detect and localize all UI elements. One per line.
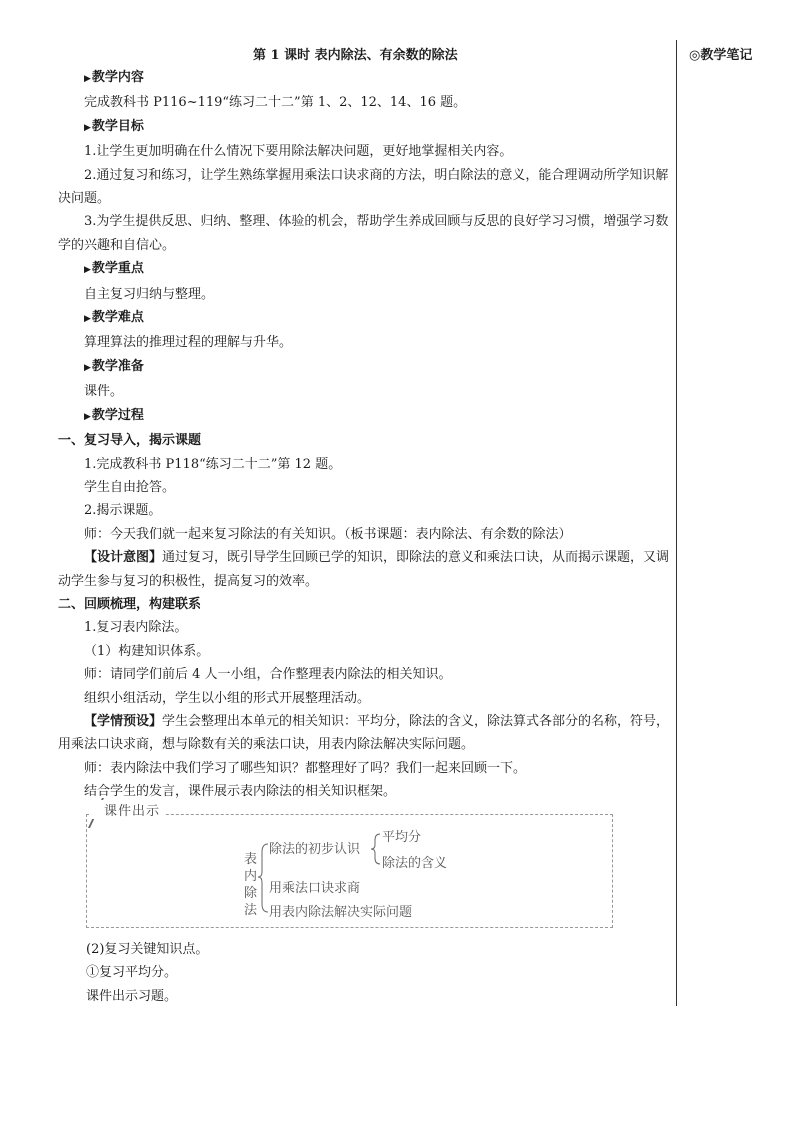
section-heading xyxy=(58,306,670,331)
paragraph: 师：表内除法中我们学习了哪些知识？都整理好了吗？我们一起来回顾一下。 xyxy=(84,760,527,776)
section-heading xyxy=(58,66,670,91)
triangle-bullet-icon: ▶ xyxy=(84,74,91,84)
tree-root-char: 表 xyxy=(244,852,258,867)
tree-branch-1: 除法的初步认识 xyxy=(269,842,361,857)
triangle-bullet-icon: ▶ xyxy=(84,122,91,133)
paragraph: 算理算法的推理过程的理解与升华。 xyxy=(84,335,293,351)
tree-branch-2: 用乘法口诀求商 xyxy=(269,881,361,896)
paragraph: 2.通过复习和练习，让学生熟练掌握用乘法口诀求商的方法，明白除法的意义，能合理调动所学知识解决问题。 xyxy=(58,167,669,207)
triangle-bullet-icon: ▶ xyxy=(84,362,91,373)
part-heading: 一、复习导入，揭示课题 xyxy=(58,433,202,449)
courseware-box xyxy=(86,814,613,928)
lesson-content xyxy=(58,66,670,804)
paragraph: 结合学生的发言，课件展示表内除法的相关知识框架。 xyxy=(84,784,397,800)
paragraph: ①复习平均分。 xyxy=(86,965,178,981)
notes-divider xyxy=(676,40,677,1006)
paragraph: 2.揭示课题。 xyxy=(84,503,162,519)
tree-leaf-1b: 除法的含义 xyxy=(382,856,448,871)
page-title: 第 1 课时 表内除法、有余数的除法 xyxy=(253,48,458,63)
section-heading xyxy=(58,355,670,380)
heading-text: 教学准备 xyxy=(91,358,144,374)
paragraph: 完成教科书 P116~119“练习二十二”第 1、2、12、14、16 题。 xyxy=(84,95,467,111)
paragraph: (2)复习关键知识点。 xyxy=(86,942,209,957)
paragraph: 组织小组活动，学生以小组的形式开展整理活动。 xyxy=(84,690,371,706)
tree-leaf-1a: 平均分 xyxy=(382,830,422,845)
section-heading xyxy=(58,115,670,140)
heading-text: 教学目标 xyxy=(91,118,144,134)
learning-preset-paragraph xyxy=(58,710,670,757)
tree-branch-3: 用表内除法解决实际问题 xyxy=(269,905,413,920)
heading-text: 教学过程 xyxy=(91,407,144,423)
section-heading xyxy=(58,404,670,429)
paragraph: 课件出示习题。 xyxy=(86,988,178,1004)
paragraph: 课件。 xyxy=(84,384,124,400)
design-intent-paragraph xyxy=(58,546,670,593)
part-heading: 二、回顾梳理，构建联系 xyxy=(58,596,202,612)
paragraph: 3.为学生提供反思、归纳、整理、体验的机会，帮助学生养成回顾与反思的良好学习习惯，增强学习数学的兴趣和自信心。 xyxy=(58,214,669,253)
paragraph: 学生自由抢答。 xyxy=(84,479,176,495)
courseware-label: 课件出示 xyxy=(90,800,164,819)
triangle-bullet-icon: ▶ xyxy=(84,314,91,325)
paragraph: （1）构建知识体系。 xyxy=(84,643,210,659)
teaching-notes-label: ◎教学笔记 xyxy=(689,48,753,63)
triangle-bullet-icon: ▶ xyxy=(84,265,91,276)
paragraph: 1.让学生更加明确在什么情况下要用除法解决问题，更好地掌握相关内容。 xyxy=(84,144,513,160)
paragraph: 师：请同学们前后 4 人一小组，合作整理表内除法的相关知识。 xyxy=(84,667,452,683)
tree-root-char: 法 xyxy=(244,903,258,918)
heading-text: 教学难点 xyxy=(91,310,144,326)
paragraph: 自主复习归纳与整理。 xyxy=(84,286,215,302)
design-intent-text: 通过复习，既引导学生回顾已学的知识，即除法的意义和乘法口诀，从而揭示课题，又调动学生参与复习的积极性，提高复习的效率。 xyxy=(58,550,670,589)
learning-preset-text: 学生会整理出本单元的相关知识：平均分，除法的含义，除法算式各部分的名称，符号，用乘法口诀求商，想与除数有关的乘法口诀，用表内除法解决实际问题。 xyxy=(58,713,670,753)
tree-root-char: 除 xyxy=(244,886,258,901)
paragraph: 师：今天我们就一起来复习除法的有关知识。（板书课题：表内除法、有余数的除法） xyxy=(84,526,572,542)
design-intent-tag: 【设计意图】 xyxy=(84,550,163,566)
after-box-content xyxy=(86,938,208,1008)
triangle-bullet-icon: ▶ xyxy=(84,411,91,422)
learning-preset-tag: 【学情预设】 xyxy=(84,713,163,729)
section-heading xyxy=(58,257,670,282)
paragraph: 1.复习表内除法。 xyxy=(84,620,188,636)
heading-text: 教学内容 xyxy=(91,70,144,85)
heading-text: 教学重点 xyxy=(91,261,144,277)
paragraph: 1.完成教科书 P118“练习二十二”第 12 题。 xyxy=(84,456,342,472)
tree-root-char: 内 xyxy=(244,869,258,884)
